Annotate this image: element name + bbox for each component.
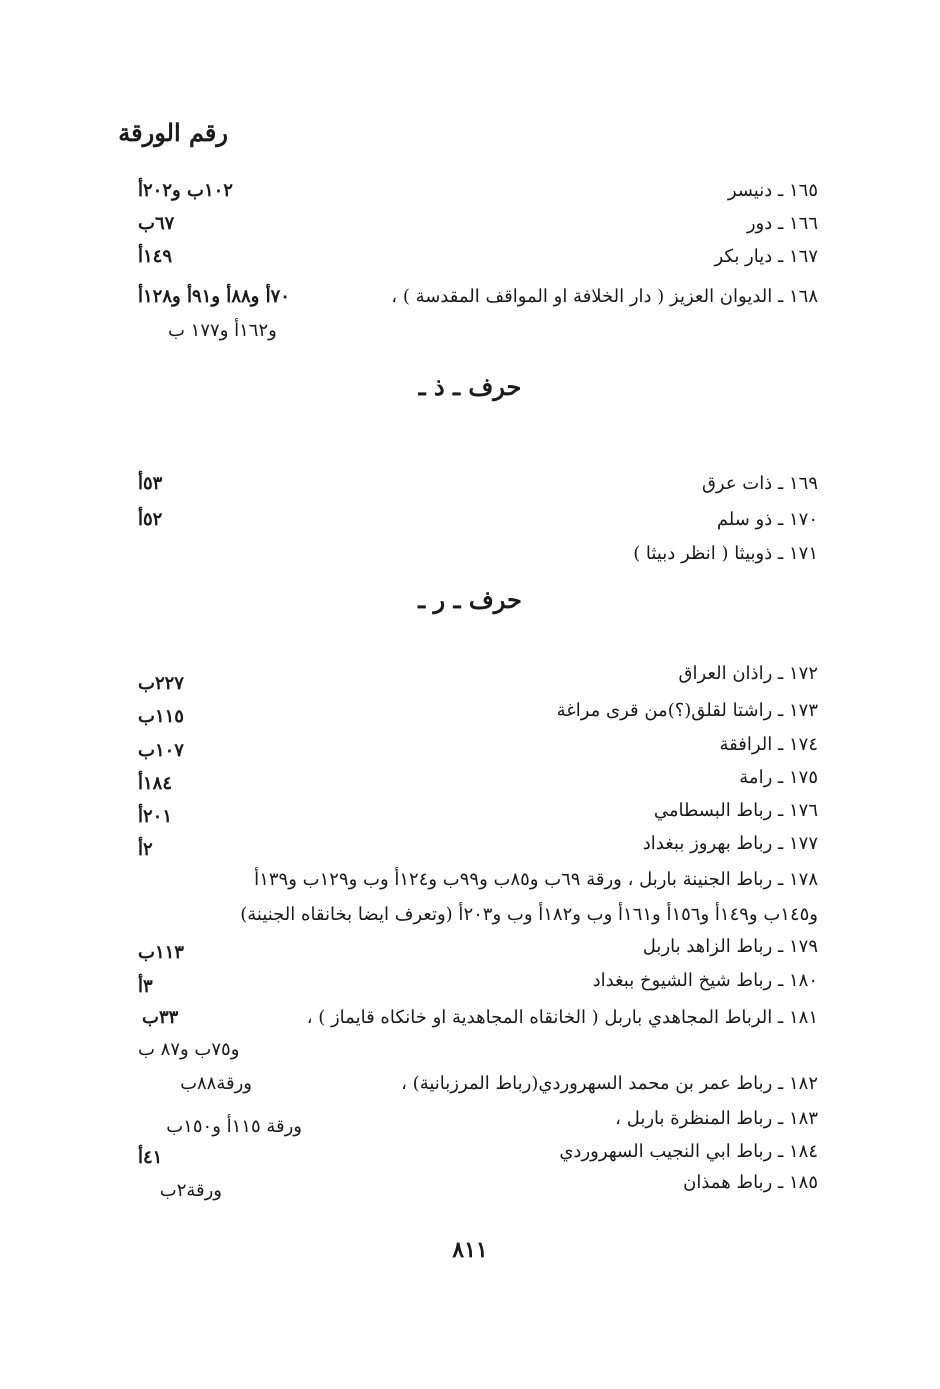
- folio-ref: ورقة٢ب: [159, 1180, 222, 1201]
- list-item: [0, 657, 940, 694]
- list-item: [0, 1166, 940, 1200]
- list-item: [0, 930, 940, 964]
- entry-text: ١٦٧ ـ ديار بكر: [714, 246, 818, 267]
- folio-ref: ٦٧ب: [138, 213, 175, 234]
- entry-text: ١٧٠ ـ ذو سلم: [716, 509, 818, 530]
- folio-ref: ٥٣أ: [138, 473, 163, 494]
- folio-ref: ١١٣ب: [138, 942, 184, 963]
- entry-text: ١٦٦ ـ دور: [746, 213, 818, 234]
- entry-text: ١٧٢ ـ راذان العراق: [678, 663, 818, 684]
- list-item: [0, 280, 940, 314]
- entry-text: ١٧٤ ـ الرافقة: [719, 734, 818, 755]
- entry-text: ١٧٥ ـ رامة: [739, 767, 818, 788]
- list-item: [0, 503, 940, 537]
- folio-ref: ٤١أ: [138, 1147, 163, 1168]
- folio-ref: ٢أ: [138, 839, 153, 860]
- list-item: [0, 794, 940, 828]
- entry-text: ١٦٥ ـ دنيسر: [727, 180, 818, 201]
- list-item: [0, 694, 940, 728]
- list-item: [0, 728, 940, 762]
- list-item: [0, 761, 940, 795]
- section-title-dhal: حرف ـ ذ ـ: [418, 372, 522, 401]
- page-number: ٨١١: [452, 1237, 488, 1263]
- list-item: [0, 827, 940, 861]
- entry-text: ١٧٨ ـ رباط الجنينة باربل ، ورقة ٦٩ب و٨٥ب و٩٩ب و١٢٤أ وب و١٢٩ب و١٣٩أ: [254, 869, 818, 890]
- list-item: [0, 1135, 940, 1169]
- folio-ref: ١١٥ب: [138, 706, 184, 727]
- folio-ref: ٧٠أ و٨٨أ و٩١أ و١٢٨أ: [138, 286, 290, 307]
- entry-text: ١٧٩ ـ رباط الزاهد باربل: [642, 936, 818, 957]
- column-heading: رقم الورقة: [118, 118, 228, 147]
- entry-text: ١٨٥ ـ رباط همذان: [683, 1172, 818, 1193]
- list-item: [0, 537, 940, 571]
- list-item-continuation: [0, 898, 940, 932]
- list-item: [0, 1102, 940, 1136]
- list-item-continuation: [0, 314, 940, 348]
- folio-ref: ١٤٩أ: [138, 246, 173, 267]
- list-item: [0, 1001, 940, 1035]
- entry-text: ١٨٤ ـ رباط ابي النجيب السهروردي: [559, 1141, 818, 1162]
- entry-text: ١٨٣ ـ رباط المنظرة باربل ،: [615, 1108, 818, 1129]
- folio-ref-continued: و٧٥ب و٨٧ ب: [138, 1039, 240, 1060]
- folio-ref: ٢٢٧ب: [138, 673, 184, 694]
- entry-text: ١٨١ ـ الرباط المجاهدي باربل ( الخانقاه المجاهدية او خانكاه قايماز ) ،: [306, 1007, 818, 1028]
- folio-ref: ورقة ١١٥أ و١٥٠ب: [166, 1116, 302, 1137]
- list-item: [0, 863, 940, 897]
- list-item: [0, 174, 940, 208]
- entry-text: ١٧٧ ـ رباط بهروز ببغداد: [642, 833, 818, 854]
- folio-ref: ورقة٨٨ب: [180, 1073, 252, 1094]
- entry-text: ١٧١ ـ ذوبيثا ( انظر دبيثا ): [633, 543, 818, 564]
- entry-text: ١٧٣ ـ راشتا لقلق(؟)من قرى مراغة: [556, 700, 818, 721]
- folio-ref: ٥٢أ: [138, 509, 163, 530]
- list-item: [0, 964, 940, 998]
- list-item: [0, 240, 940, 274]
- entry-text-continued: و١٤٥ب و١٤٩أ و١٥٦أ و١٦١أ وب و١٨٢أ وب و٢٠٣أ (وتعرف ايضا بخانقاه الجنينة): [240, 904, 818, 925]
- folio-ref: ٢٠١أ: [138, 806, 173, 827]
- list-item-continuation: [0, 1033, 940, 1067]
- folio-ref: ١٨٤أ: [138, 773, 173, 794]
- entry-text: ١٧٦ ـ رباط البسطامي: [653, 800, 818, 821]
- entry-text: ١٦٩ ـ ذات عرق: [701, 473, 818, 494]
- entry-text: ١٨٢ ـ رباط عمر بن محمد السهروردي(رباط المرزبانية) ،: [401, 1073, 818, 1094]
- section-title-ra: حرف ـ ر ـ: [418, 585, 522, 614]
- folio-ref: ٣٣ب: [142, 1007, 179, 1028]
- folio-ref: ٣أ: [138, 976, 153, 997]
- list-item: [0, 467, 940, 501]
- folio-ref: ١٠٧ب: [138, 740, 184, 761]
- entry-text: ١٨٠ ـ رباط شيخ الشيوخ ببغداد: [592, 970, 818, 991]
- folio-ref-continued: و١٦٢أ و١٧٧ ب: [168, 320, 277, 341]
- list-item: [0, 1067, 940, 1101]
- folio-ref: ١٠٢ب و٢٠٢أ: [138, 180, 233, 201]
- list-item: [0, 207, 940, 241]
- entry-text: ١٦٨ ـ الديوان العزيز ( دار الخلافة او المواقف المقدسة ) ،: [391, 286, 818, 307]
